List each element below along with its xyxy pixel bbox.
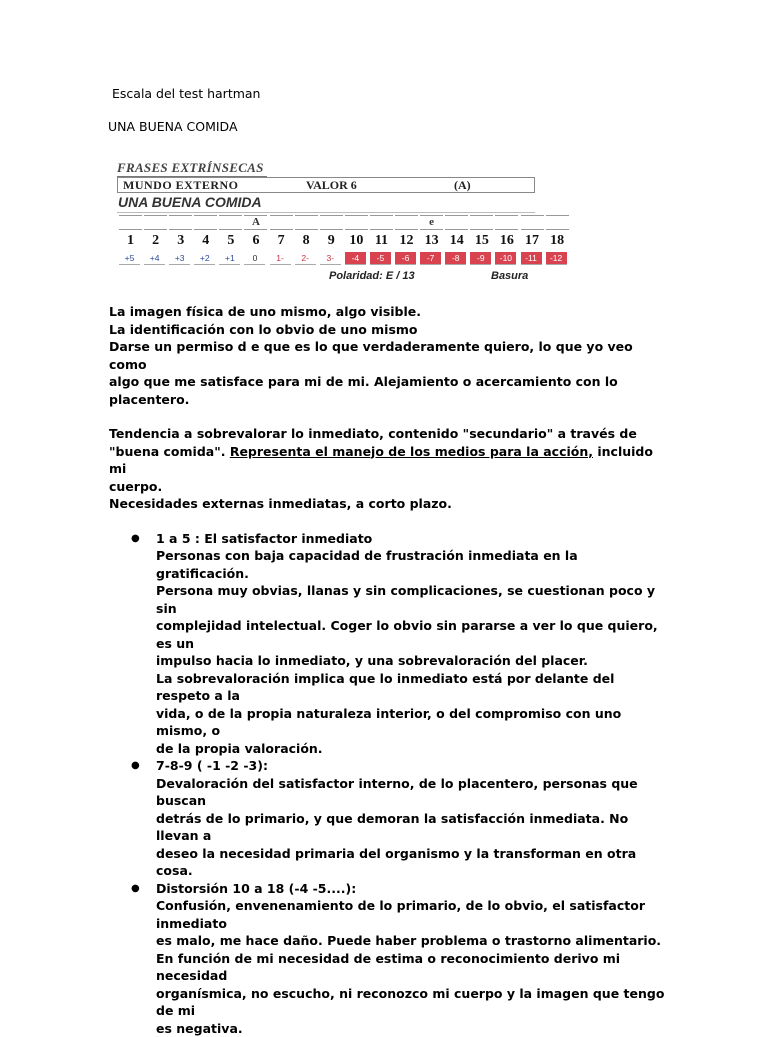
position-number: 11 xyxy=(370,233,393,249)
bullet-item xyxy=(109,880,669,1037)
position-number: 2 xyxy=(144,233,167,249)
answer-cell: e xyxy=(420,215,443,230)
value-score: -11 xyxy=(521,252,542,265)
position-number: 12 xyxy=(395,233,418,249)
position-number: 14 xyxy=(445,233,468,249)
value-score: -8 xyxy=(445,252,466,265)
bullet-line: Personas con baja capacidad de frustración inmediata en la gratificación. xyxy=(156,547,669,582)
bullet-line: organísmica, no escucho, ni reconozco mi cuerpo y la imagen que tengo de mi xyxy=(156,985,669,1020)
position-number: 13 xyxy=(420,233,443,249)
body-line: La imagen física de uno mismo, algo visible. xyxy=(109,303,669,321)
figure-letter-label: (A) xyxy=(454,178,471,193)
position-number: 17 xyxy=(521,233,544,249)
position-number: 4 xyxy=(194,233,217,249)
value-score: -7 xyxy=(420,252,441,265)
bullet-line: deseo la necesidad primaria del organismo y la transforman en otra cosa. xyxy=(156,845,669,880)
value-score: 3- xyxy=(320,252,341,265)
position-number: 9 xyxy=(320,233,343,249)
bullet-item xyxy=(109,757,669,880)
bullet-title: 1 a 5 : El satisfactor inmediato xyxy=(156,530,669,548)
bullet-line: Confusión, envenenamiento de lo primario, de lo obvio, el satisfactor xyxy=(156,897,669,915)
answer-cell xyxy=(295,215,318,230)
figure-item-name: UNA BUENA COMIDA xyxy=(118,194,262,210)
answer-cell xyxy=(370,215,393,230)
position-number: 3 xyxy=(169,233,192,249)
bullet-list xyxy=(109,530,669,1037)
value-score: +5 xyxy=(119,252,140,265)
value-score: +3 xyxy=(169,252,190,265)
bullet-dot-icon: ● xyxy=(131,530,140,548)
document-body xyxy=(109,303,669,1037)
answer-cell xyxy=(320,215,343,230)
document-subtitle: UNA BUENA COMIDA xyxy=(108,119,238,134)
answer-cell xyxy=(470,215,493,230)
bullet-dot-icon: ● xyxy=(131,757,140,775)
paragraph-gap xyxy=(109,408,669,425)
bullet-line: complejidad intelectual. Coger lo obvio sin pararse a ver lo que quiero, es un xyxy=(156,617,669,652)
value-score: 1- xyxy=(270,252,291,265)
bullet-line: es malo, me hace daño. Puede haber problema o trastorno alimentario. xyxy=(156,932,669,950)
bullet-line: Devaloración del satisfactor interno, de lo placentero, personas que buscan xyxy=(156,775,669,810)
hartman-scale-figure xyxy=(115,160,537,286)
position-number: 6 xyxy=(244,233,267,249)
bullet-line: de la propia valoración. xyxy=(156,740,669,758)
answer-cell xyxy=(169,215,192,230)
position-number: 10 xyxy=(345,233,368,249)
answer-cell xyxy=(495,215,518,230)
value-score: -5 xyxy=(370,252,391,265)
figure-name-rule xyxy=(117,212,535,213)
body-line: algo que me satisface para mi de mi. Alejamiento o acercamiento con lo placentero. xyxy=(109,373,669,408)
position-number: 15 xyxy=(470,233,493,249)
figure-mundo-label: MUNDO EXTERNO xyxy=(123,178,239,193)
document-title: Escala del test hartman xyxy=(112,86,260,101)
bullet-title: Distorsión 10 a 18 (-4 -5....): xyxy=(156,880,669,898)
figure-valor-label: VALOR 6 xyxy=(306,178,357,193)
bullet-line: Persona muy obvias, llanas y sin complicaciones, se cuestionan poco y sin xyxy=(156,582,669,617)
bullet-item xyxy=(109,530,669,758)
figure-polaridad: Polaridad: E / 13 xyxy=(329,270,415,282)
position-number: 1 xyxy=(119,233,142,249)
value-score: +2 xyxy=(194,252,215,265)
body-line: Tendencia a sobrevalorar lo inmediato, contenido "secundario" a través de xyxy=(109,425,669,443)
value-score: -12 xyxy=(546,252,567,265)
answer-cell xyxy=(345,215,368,230)
bullet-line: La sobrevaloración implica que lo inmediato está por delante del respeto a la xyxy=(156,670,669,705)
answer-cell xyxy=(445,215,468,230)
paragraph-gap xyxy=(109,513,669,530)
figure-info-box xyxy=(117,177,535,193)
underlined-phrase: Representa el manejo de los medios para la acción, xyxy=(230,444,593,459)
body-text-span: "buena comida". xyxy=(109,444,230,459)
position-number: 7 xyxy=(270,233,293,249)
position-numbers-row xyxy=(119,233,571,249)
body-line: Necesidades externas inmediatas, a corto plazo. xyxy=(109,495,669,513)
body-line xyxy=(109,443,669,478)
answer-cell xyxy=(194,215,217,230)
body-line: cuerpo. xyxy=(109,478,669,496)
value-score: -9 xyxy=(470,252,491,265)
value-scores-row xyxy=(119,252,571,265)
answer-cell xyxy=(395,215,418,230)
bullet-line: impulso hacia lo inmediato, y una sobrevaloración del placer. xyxy=(156,652,669,670)
bullet-line: vida, o de la propia naturaleza interior, o del compromiso con uno mismo, o xyxy=(156,705,669,740)
position-number: 5 xyxy=(219,233,242,249)
figure-heading: FRASES EXTRÍNSECAS xyxy=(117,160,264,176)
value-score: -6 xyxy=(395,252,416,265)
body-line: La identificación con lo obvio de uno mismo xyxy=(109,321,669,339)
bullet-dot-icon: ● xyxy=(131,880,140,898)
answer-cells-row xyxy=(119,215,571,230)
answer-cell xyxy=(521,215,544,230)
answer-cell xyxy=(270,215,293,230)
value-score: +4 xyxy=(144,252,165,265)
answer-cell xyxy=(546,215,569,230)
position-number: 8 xyxy=(295,233,318,249)
bullet-line: En función de mi necesidad de estima o reconocimiento derivo mi necesidad xyxy=(156,950,669,985)
value-score: +1 xyxy=(219,252,240,265)
position-number: 18 xyxy=(546,233,569,249)
body-line: Darse un permiso d e que es lo que verdaderamente quiero, lo que yo veo como xyxy=(109,338,669,373)
answer-cell xyxy=(119,215,142,230)
value-score: 0 xyxy=(244,252,265,265)
value-score: 2- xyxy=(295,252,316,265)
bullet-line: es negativa. xyxy=(156,1020,669,1037)
bullet-title: 7-8-9 ( -1 -2 -3): xyxy=(156,757,669,775)
position-number: 16 xyxy=(495,233,518,249)
value-score: -10 xyxy=(495,252,516,265)
figure-basura: Basura xyxy=(491,270,528,282)
answer-cell: A xyxy=(244,215,267,230)
body-text-span: incluido mi xyxy=(109,444,653,477)
bullet-line: inmediato xyxy=(156,915,669,933)
answer-cell xyxy=(144,215,167,230)
answer-cell xyxy=(219,215,242,230)
bullet-line: detrás de lo primario, y que demoran la satisfacción inmediata. No llevan a xyxy=(156,810,669,845)
value-score: -4 xyxy=(345,252,366,265)
